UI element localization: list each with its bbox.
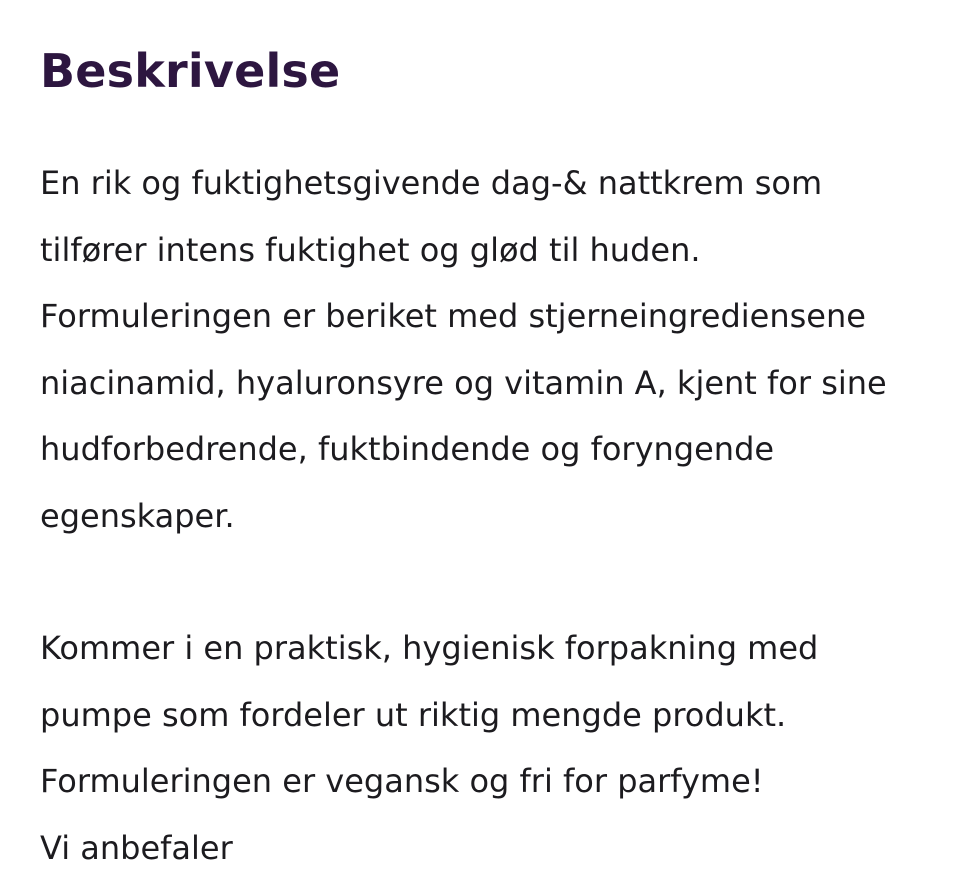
description-paragraph-2: Kommer i en praktisk, hygienisk forpakning med pumpe som fordeler ut riktig mengde produkt. Formuleringen er vegansk og fri for parfyme! bbox=[40, 615, 920, 815]
section-title: Beskrivelse bbox=[40, 40, 920, 102]
description-paragraph-1: En rik og fuktighetsgivende dag-& nattkrem som tilfører intens fuktighet og glød til huden. Formuleringen er beriket med stjerneingrediensene niacinamid, hyaluronsyre og vitamin A, kjent for sine hudforbedrende, fuktbindende og foryngende egenskaper. bbox=[40, 150, 920, 549]
description-paragraph-3: Vi anbefaler bbox=[40, 815, 920, 881]
description-body bbox=[40, 150, 920, 881]
